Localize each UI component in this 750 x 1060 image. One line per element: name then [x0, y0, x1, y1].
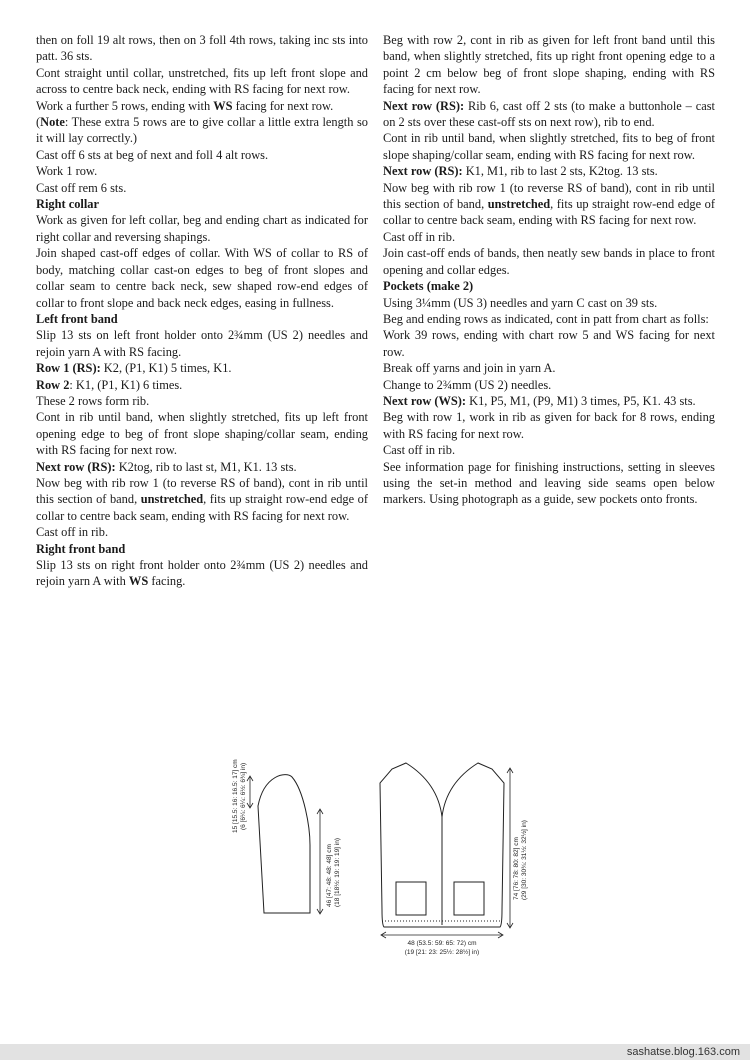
right-text-column [383, 32, 715, 508]
paragraph: Next row (RS): K2tog, rib to last st, M1, K1. 13 sts. [36, 459, 297, 474]
paragraph: These 2 rows form rib. [36, 393, 150, 408]
paragraph: Cast off in rib. [36, 525, 109, 540]
left-pocket [396, 882, 426, 915]
paragraph: Beg with row 2, cont in rib as given for left front band until this band, when slightly stretched, fits up right front opening edge to a point 2 cm below beg of front slope shaping, ending with RS facing for next row. [383, 33, 715, 97]
paragraph: Using 3¼mm (US 3) needles and yarn C cast on 39 sts. [383, 295, 658, 310]
right-pocket [454, 882, 484, 915]
footer-watermark-url: sashatse.blog.163.com [626, 1046, 740, 1058]
left-text-column [36, 32, 368, 590]
paragraph: Row 2: K1, (P1, K1) 6 times. [36, 377, 183, 392]
paragraph: Break off yarns and join in yarn A. [383, 361, 556, 376]
paragraph: Join shaped cast-off edges of collar. With WS of collar to RS of body, matching collar cast-on edges to beg of front slopes and collar seam to centre back neck, sew shaped row-end edges of collar to front slope and back neck edges, easing in fullness. [36, 246, 368, 310]
paragraph: Now beg with rib row 1 (to reverse RS of band), cont in rib until this section of band, unstretched, fits up straight row-end edge of collar to centre back seam, ending with RS facing for next row. [383, 180, 715, 228]
paragraph: Work a further 5 rows, ending with WS facing for next row. [36, 98, 334, 113]
paragraph: Cast off in rib. [383, 443, 456, 458]
paragraph: Beg with row 1, work in rib as given for back for 8 rows, ending with RS facing for next row. [383, 410, 715, 441]
paragraph: Slip 13 sts on left front holder onto 2¾mm (US 2) needles and rejoin yarn A with RS facing. [36, 328, 368, 359]
paragraph: Work 1 row. [36, 164, 98, 179]
sleeve-measure-cm: 46 [47: 48: 48: 48] cm [326, 844, 333, 907]
paragraph: Now beg with rib row 1 (to reverse RS of band), cont in rib until this section of band, unstretched, fits up straight row-end edge of collar to centre back seam, ending with RS facing for next row. [36, 475, 368, 523]
width-measure-in: (19 [21: 23: 25½: 28½] in) [404, 949, 480, 956]
paragraph: Row 1 (RS): K2, (P1, K1) 5 times, K1. [36, 361, 232, 376]
paragraph: Next row (RS): Rib 6, cast off 2 sts (to make a buttonhole – cast on 2 sts over these cast-off sts on next row), rib to end. [383, 98, 715, 130]
cap-measure-in: (6 [6¼: 6¼: 6½: 6¾] in) [240, 762, 247, 830]
sleeve-outline [258, 775, 310, 913]
paragraph: See information page for finishing instructions, setting in sleeves using the set-in method and leaving side seams open below markers. Using photograph as a guide, sew pockets onto fronts. [383, 459, 715, 507]
section-heading-left-front-band: Left front band [36, 311, 118, 326]
section-heading-right-collar: Right collar [36, 197, 99, 212]
paragraph: Cast off 6 sts at beg of next and foll 4 alt rows. [36, 147, 269, 162]
cap-measure-cm: 15 [15.5: 16: 16.5: 17] cm [232, 759, 239, 833]
width-measure-cm: 48 (53.5: 59: 65: 72) cm [407, 940, 477, 947]
paragraph: Join cast-off ends of bands, then neatly sew bands in place to front opening and collar edges. [383, 246, 715, 277]
paragraph: then on foll 19 alt rows, then on 3 foll 4th rows, taking inc sts into patt. 36 sts. [36, 33, 368, 64]
paragraph: Cast off in rib. [383, 229, 456, 244]
paragraph: Work as given for left collar, beg and ending chart as indicated for right collar and reversing shapings. [36, 213, 368, 244]
garment-schematic [220, 755, 540, 965]
paragraph: Slip 13 sts on right front holder onto 2¾mm (US 2) needles and rejoin yarn A with WS facing. [36, 558, 368, 589]
sleeve-measure-in: (18 [18½: 19: 19: 19] in) [334, 837, 341, 907]
paragraph: (Note: These extra 5 rows are to give collar a little extra length so it will lay correctly.) [36, 115, 368, 146]
paragraph: Cont in rib until band, when slightly stretched, fits to beg of front slope shaping/collar seam, ending with RS facing for next row. [383, 131, 715, 162]
section-heading-right-front-band: Right front band [36, 541, 126, 556]
paragraph: Next row (WS): K1, P5, M1, (P9, M1) 3 times, P5, K1. 43 sts. [383, 393, 696, 408]
paragraph: Beg and ending rows as indicated, cont in patt from chart as folls: [383, 311, 709, 326]
length-measure-cm: 74 [76: 78: 80: 82] cm [513, 837, 520, 900]
paragraph: Cont in rib until band, when slightly stretched, fits up left front opening edge to beg of front slope shaping/collar seam, ending with RS facing for next row. [36, 410, 368, 458]
section-heading-pockets: Pockets (make 2) [383, 279, 474, 294]
paragraph: Work 39 rows, ending with chart row 5 and WS facing for next row. [383, 328, 715, 359]
paragraph: Cont straight until collar, unstretched, fits up left front slope and across to centre back neck, ending with RS facing for next row. [36, 65, 368, 97]
paragraph: Next row (RS): K1, M1, rib to last 2 sts, K2tog. 13 sts. [383, 164, 658, 179]
paragraph: Cast off rem 6 sts. [36, 180, 127, 195]
length-measure-in: (29 [30: 30¾: 31½: 32½] in) [521, 820, 528, 900]
paragraph: Change to 2¾mm (US 2) needles. [383, 377, 552, 392]
